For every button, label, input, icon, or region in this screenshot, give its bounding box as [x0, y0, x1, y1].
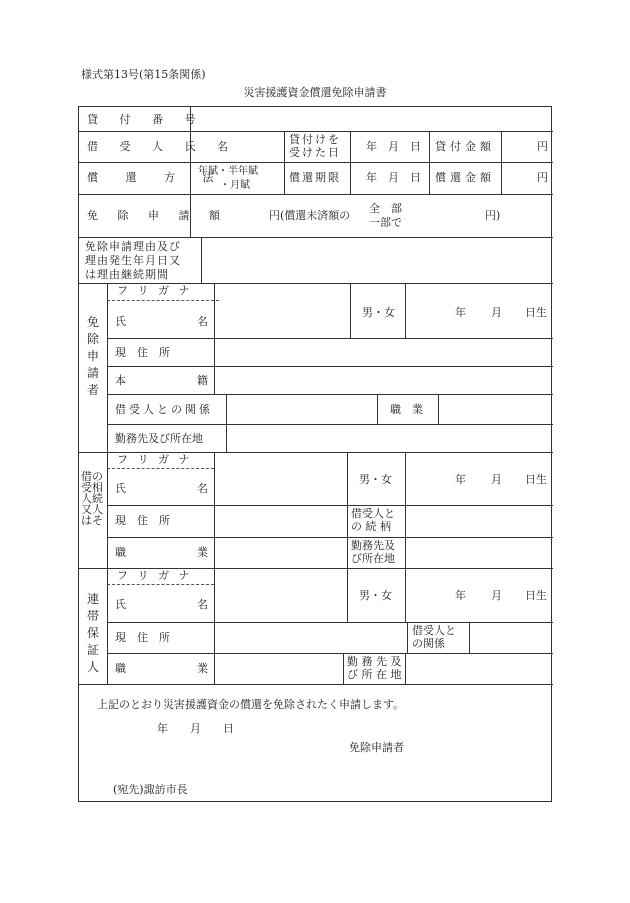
- applicant-furigana-label: フ リ ガ ナ: [117, 284, 193, 297]
- applicant-section-label: 免除申請者: [87, 315, 100, 397]
- guarantor-workplace-label-2: び 所 在 地: [347, 668, 402, 681]
- application-date[interactable]: 年 月 日: [157, 722, 234, 735]
- applicant-birth-year: 年: [455, 306, 466, 319]
- loan-date-label: 貸付けを: [289, 133, 341, 146]
- heir-relation-label-2: の 続 柄: [351, 520, 391, 533]
- applicant-job-label: 職 業: [390, 403, 423, 416]
- partial-option[interactable]: 一部で: [369, 216, 402, 229]
- applicant-name-label-2: 名: [197, 315, 208, 328]
- guarantor-workplace-label-1: 勤 務 先 及: [347, 655, 402, 668]
- applicant-birth-day: 日生: [525, 306, 547, 319]
- application-form: [78, 106, 552, 802]
- heir-relation-label-1: 借受人と: [351, 507, 395, 520]
- heir-birth-year: 年: [455, 473, 466, 486]
- loan-number-label: 貸 付 番 号: [87, 113, 205, 126]
- applicant-birth-month: 月: [491, 306, 502, 319]
- guarantor-job-label-2: 業: [197, 662, 208, 675]
- repay-deadline-label: 償還期限: [289, 171, 341, 184]
- exemption-amount-field[interactable]: 円(償還未済額の: [269, 209, 351, 222]
- guarantor-birth-year: 年: [455, 589, 466, 602]
- applicant-domicile-label-1: 本: [115, 374, 126, 387]
- guarantor-section-label: 連帯保証人: [87, 592, 100, 674]
- applicant-domicile-label-2: 籍: [197, 374, 208, 387]
- applicant-address-label: 現 住 所: [115, 346, 170, 359]
- heir-address-label: 現 住 所: [115, 514, 170, 527]
- guarantor-job-label-1: 職: [115, 662, 126, 675]
- heir-birth-day: 日生: [525, 473, 547, 486]
- applicant-signature-label: 免除申請者: [349, 741, 404, 754]
- guarantor-sex-select[interactable]: 男・女: [359, 589, 392, 602]
- repay-deadline-field[interactable]: 年 月 日: [366, 171, 421, 184]
- exemption-amount-label: 免 除 申 請 額: [87, 209, 228, 222]
- repay-method-label: 償 還 方 法: [87, 171, 226, 184]
- unpaid-amount-yen[interactable]: 円): [485, 209, 501, 222]
- loan-amount-label: 貸付金額: [435, 140, 495, 153]
- heir-name-label-1: 氏: [115, 482, 126, 495]
- applicant-name-label-1: 氏: [115, 315, 126, 328]
- borrower-name-field[interactable]: [192, 133, 282, 161]
- guarantor-name-label-2: 名: [197, 598, 208, 611]
- guarantor-relation-label-1: 借受人と: [412, 624, 456, 637]
- heir-workplace-label-1: 勤務先及: [351, 539, 395, 552]
- heir-section-label: 借の 受相 人続 又人 はそ: [81, 470, 103, 527]
- reason-label-3: は理由継続期間: [85, 268, 169, 281]
- heir-workplace-label-2: び所在地: [351, 552, 395, 565]
- guarantor-furigana-label: フ リ ガ ナ: [117, 569, 193, 582]
- heir-job-label-1: 職: [115, 546, 126, 559]
- form-number: 様式第13号(第15条関係): [81, 68, 206, 81]
- applicant-workplace-label: 勤務先及び所在地: [115, 432, 203, 445]
- guarantor-name-label-1: 氏: [115, 598, 126, 611]
- loan-date-field[interactable]: 年 月 日: [366, 140, 421, 153]
- repay-method-option-1[interactable]: 年賦・半年賦: [198, 166, 258, 177]
- heir-sex-select[interactable]: 男・女: [359, 473, 392, 486]
- reason-label-2: 理由発生年月日又: [85, 254, 181, 267]
- form-title: 災害援護資金償還免除申請書: [243, 86, 387, 99]
- heir-job-label-2: 業: [197, 546, 208, 559]
- reason-field[interactable]: [203, 239, 551, 281]
- all-option[interactable]: 全 部: [369, 202, 402, 215]
- guarantor-birth-day: 日生: [525, 589, 547, 602]
- heir-furigana-label: フ リ ガ ナ: [117, 453, 193, 466]
- loan-date-label-2: 受けた日: [289, 146, 341, 159]
- guarantor-birth-month: 月: [491, 589, 502, 602]
- repay-amount-yen[interactable]: 円: [537, 171, 548, 184]
- reason-label-1: 免除申請理由及び: [85, 240, 181, 253]
- guarantor-relation-label-2: の関係: [412, 637, 445, 650]
- declaration-text: 上記のとおり災害援護資金の償還を免除されたく申請します。: [97, 698, 405, 711]
- guarantor-address-label: 現 住 所: [115, 631, 170, 644]
- applicant-relation-label: 借受人との関係: [115, 403, 213, 416]
- loan-amount-yen[interactable]: 円: [537, 140, 548, 153]
- applicant-sex-select[interactable]: 男・女: [362, 306, 395, 319]
- heir-name-label-2: 名: [197, 482, 208, 495]
- loan-number-field[interactable]: [192, 109, 550, 129]
- repay-amount-label: 償還金額: [435, 171, 495, 184]
- borrower-name-label: 借 受 人 氏 名: [87, 140, 237, 153]
- heir-birth-month: 月: [491, 473, 502, 486]
- repay-method-option-2[interactable]: ・月賦: [220, 180, 250, 191]
- addressee: (宛先)諏訪市長: [113, 783, 188, 796]
